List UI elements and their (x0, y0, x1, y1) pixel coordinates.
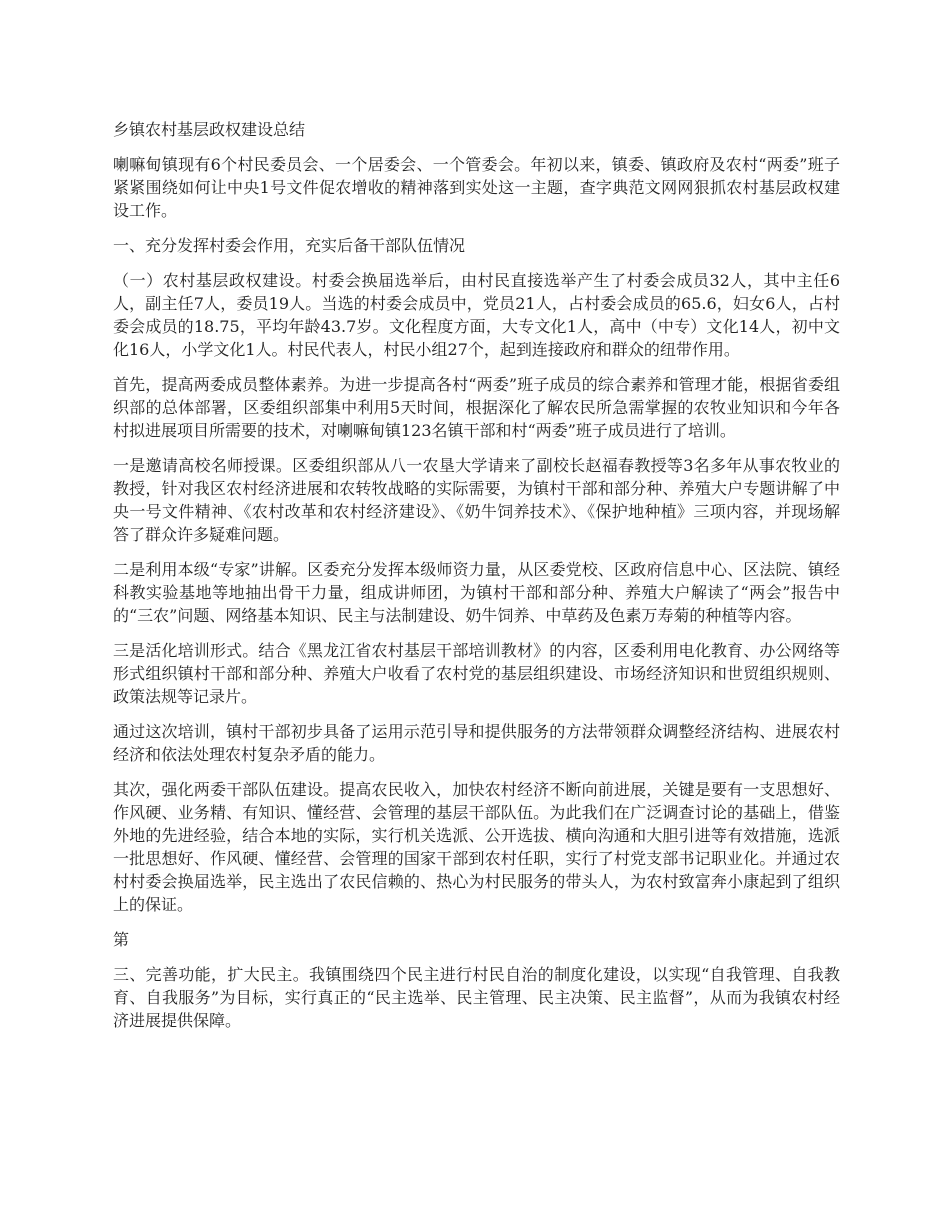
document-page (113, 118, 840, 1044)
paragraph-democracy: 三、完善功能，扩大民主。我镇围绕四个民主进行村民自治的制度化建设，以实现“自我管理、自我教育、自我服务”为目标，实行真正的“民主选举、民主管理、民主决策、民主监督”，从而为我镇农村经济进展提供保障。 (113, 965, 840, 1030)
section-heading-1: 一、充分发挥村委会作用，充实后备干部队伍情况 (113, 236, 466, 255)
document-title: 乡镇农村基层政权建设总结 (113, 120, 306, 139)
paragraph-intro: 喇嘛甸镇现有6个村民委员会、一个居委会、一个管委会。年初以来，镇委、镇政府及农村“两委”班子紧紧围绕如何让中央1号文件促农增收的精神落到实处这一主题，查字典范文网网狠抓农村基层政权建设工作。 (113, 155, 840, 220)
paragraph-fragment: 第 (113, 930, 130, 949)
paragraph-invite-teachers: 一是邀请高校名师授课。区委组织部从八一农垦大学请来了副校长赵福春教授等3名多年从事农牧业的教授，针对我区农村经济进展和农转牧战略的实际需要，为镇村干部和部分种、养殖大户专题讲解了中央一号文件精神、《农村改革和农村经济建设》、《奶牛饲养技术》、《保护地种植》三项内容，并现场解答了群众许多疑难问题。 (113, 456, 840, 544)
paragraph-first-improve-quality: 首先，提高两委成员整体素养。为进一步提高各村“两委”班子成员的综合素养和管理才能，根据省委组织部的总体部署，区委组织部集中利用5天时间，根据深化了解农民所急需掌握的农牧业知识和今年各村拟进展项目所需要的技术，对喇嘛甸镇123名镇干部和村“两委”班子成员进行了培训。 (113, 375, 840, 440)
paragraph-political-construction: （一）农村基层政权建设。村委会换届选举后，由村民直接选举产生了村委会成员32人，其中主任6人，副主任7人，委员19人。当选的村委会成员中，党员21人，占村委会成员的65.6，妇女6人，占村委会成员的18.75，平均年龄43.7岁。文化程度方面，大专文化1人，高中（中专）文化14人，初中文化16人，小学文化1人。村民代表人，村民小组27个，起到连接政府和群众的纽带作用。 (113, 271, 840, 359)
paragraph-training-forms: 三是活化培训形式。结合《黑龙江省农村基层干部培训教材》的内容，区委利用电化教育、办公网络等形式组织镇村干部和部分种、养殖大户收看了农村党的基层组织建设、市场经济知识和世贸组织规则、政策法规等记录片。 (113, 641, 840, 706)
paragraph-training-result: 通过这次培训，镇村干部初步具备了运用示范引导和提供服务的方法带领群众调整经济结构、进展农村经济和依法处理农村复杂矛盾的能力。 (113, 722, 840, 764)
paragraph-second-team-building: 其次，强化两委干部队伍建设。提高农民收入，加快农村经济不断向前进展，关键是要有一支思想好、作风硬、业务精、有知识、懂经营、会管理的基层干部队伍。为此我们在广泛调查讨论的基础上，借鉴外地的先进经验，结合本地的实际，实行机关选派、公开选拔、横向沟通和大胆引进等有效措施，选派一批思想好、作风硬、懂经营、会管理的国家干部到农村任职，实行了村党支部书记职业化。并通过农村村委会换届选举，民主选出了农民信赖的、热心为村民服务的带头人，为农村致富奔小康起到了组织上的保证。 (113, 780, 840, 914)
paragraph-local-experts: 二是利用本级“专家”讲解。区委充分发挥本级师资力量，从区委党校、区政府信息中心、区法院、镇经科教实验基地等地抽出骨干力量，组成讲师团，为镇村干部和部分种、养殖大户解读了“两会”报告中的“三农”问题、网络基本知识、民主与法制建设、奶牛饲养、中草药及色素万寿菊的种植等内容。 (113, 560, 840, 625)
